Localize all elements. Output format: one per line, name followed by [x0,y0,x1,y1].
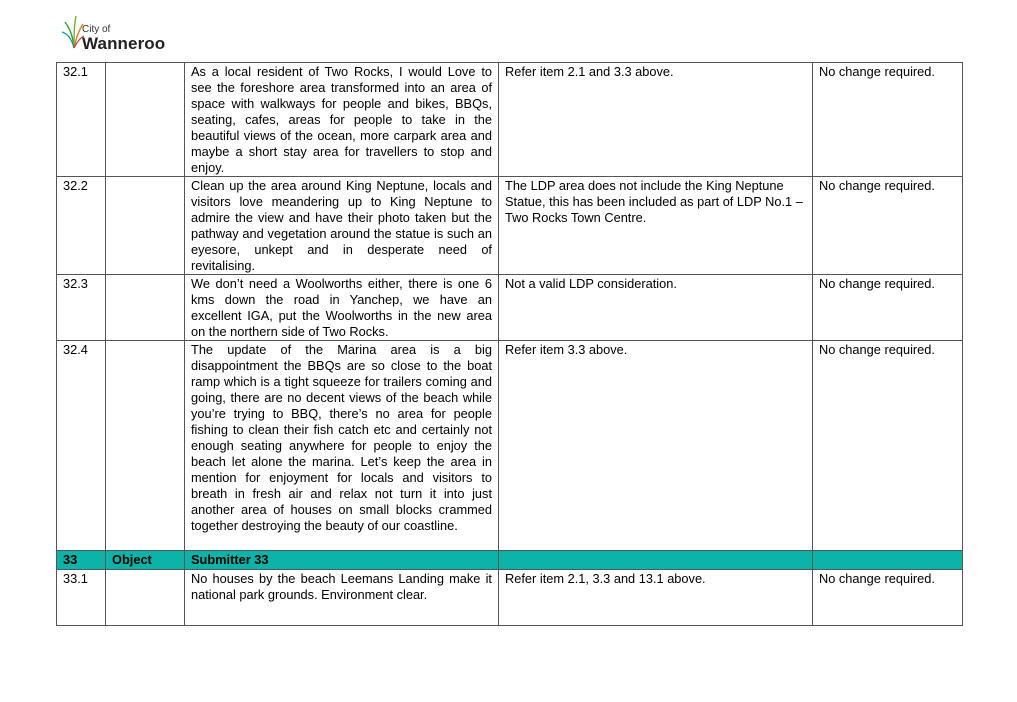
submitter-id: 33 [57,551,106,570]
submitter-type: Object [106,551,185,570]
submitter-header-row [57,551,963,570]
item-id: 32.1 [57,63,106,177]
response-text: The LDP area does not include the King Neptune Statue, this has been included as part of LDP No.1 – Two Rocks Town Centre. [499,177,813,275]
submission-text: Clean up the area around King Neptune, locals and visitors love meandering up to King Neptune to admire the view and have their photo taken but the pathway and vegetation around the statue is such an eyesore, unkept and in desperate need of revitalising. [185,177,499,275]
table-row [57,275,963,341]
recommendation-text: No change required. [813,63,963,177]
item-type [106,341,185,551]
item-type [106,570,185,626]
response-text: Refer item 2.1, 3.3 and 13.1 above. [499,570,813,626]
submitter-label: Submitter 33 [185,551,499,570]
header-empty-cell [499,551,813,570]
table-row [57,177,963,275]
item-id: 32.3 [57,275,106,341]
city-logo [62,14,172,54]
submission-text: We don’t need a Woolworths either, there is one 6 kms down the road in Yanchep, we have an excellent IGA, put the Woolworths in the new area on the northern side of Two Rocks. [185,275,499,341]
submission-text: The update of the Marina area is a big disappointment the BBQs are so close to the boat ramp which is a tight squeeze for trailers coming and going, there are no decent views of the beach while you’re trying to BBQ, there’s no area for people fishing to clean their fish catch etc and certainly not enough seating anywhere for people to enjoy the beach let alone the marina. Let’s keep the area in mention for enjoyment for locals and visitors to breath in fresh air and relax not turn it into just another area of houses on small blocks crammed together destroying the beauty of our coastline. [185,341,499,551]
recommendation-text: No change required. [813,275,963,341]
item-type [106,63,185,177]
item-id: 33.1 [57,570,106,626]
header-empty-cell [813,551,963,570]
item-id: 32.2 [57,177,106,275]
response-text: Refer item 2.1 and 3.3 above. [499,63,813,177]
table-row [57,341,963,551]
item-type [106,177,185,275]
recommendation-text: No change required. [813,341,963,551]
item-id: 32.4 [57,341,106,551]
logo-name-text: Wanneroo [82,34,166,53]
submission-text: No houses by the beach Leemans Landing make it national park grounds. Environment clear. [185,570,499,626]
item-type [106,275,185,341]
table-row [57,570,963,626]
response-text: Not a valid LDP consideration. [499,275,813,341]
logo-city-text: City of [82,24,111,35]
recommendation-text: No change required. [813,570,963,626]
response-text: Refer item 3.3 above. [499,341,813,551]
submission-text: As a local resident of Two Rocks, I would Love to see the foreshore area transformed into an area of space with walkways for people and bikes, BBQs, seating, cafes, areas for people to take in the beautiful views of the ocean, more carpark area and maybe a short stay area for travellers to stop and enjoy. [185,63,499,177]
table-row [57,63,963,177]
submissions-table [56,62,963,626]
recommendation-text: No change required. [813,177,963,275]
logo-leaf-icon [62,14,84,50]
